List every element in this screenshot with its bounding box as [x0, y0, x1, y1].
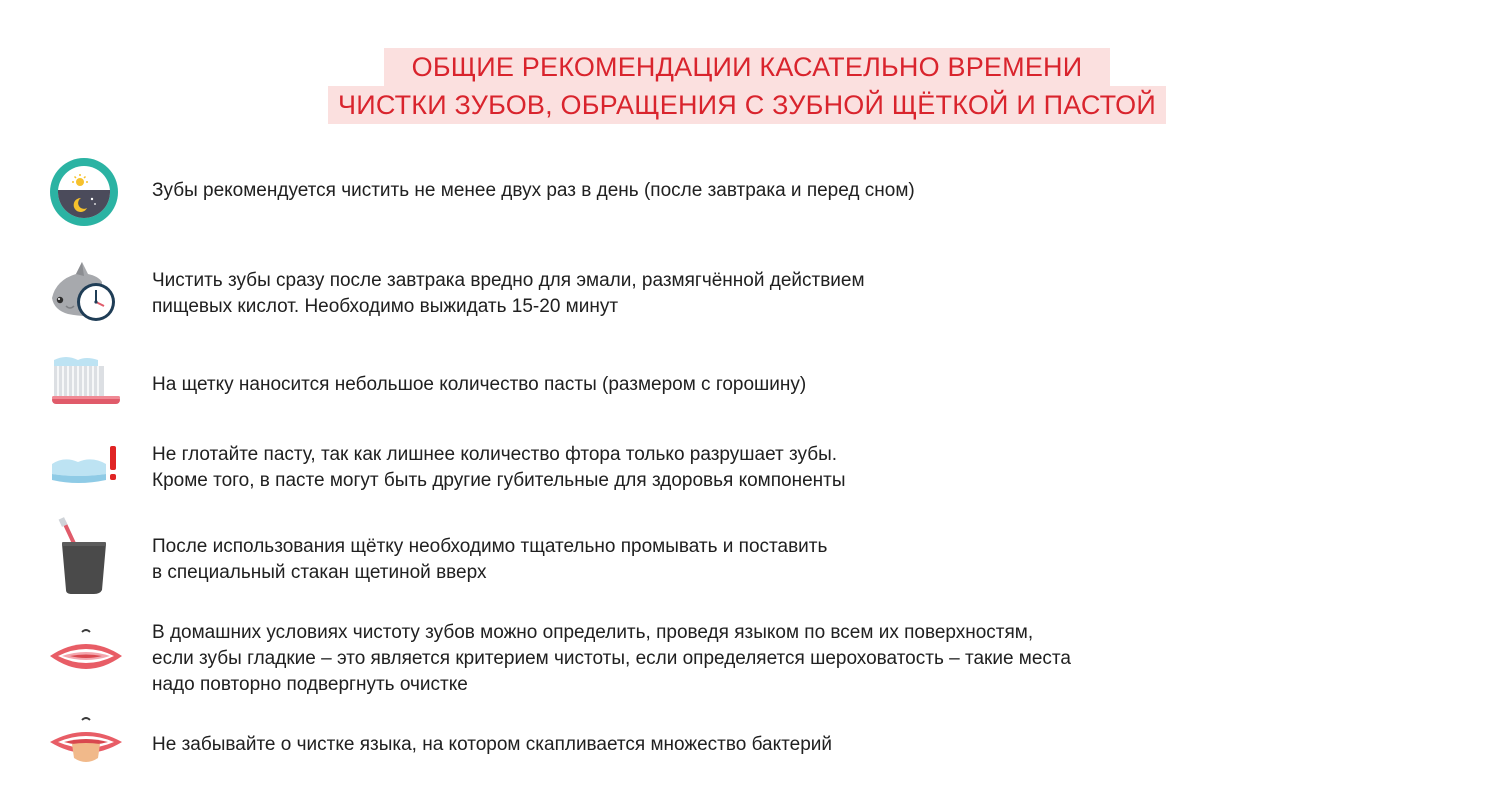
mouth-teeth-icon	[48, 626, 120, 698]
item-text: После использования щётку необходимо тщательно промывать и поставить в специальный стакан щетиной вверх	[152, 536, 828, 583]
item-text: На щетку наносится небольшое количество пасты (размером с горошину)	[152, 374, 807, 395]
toothbrush-paste-icon	[48, 348, 120, 420]
fish-clock-icon	[48, 252, 120, 324]
page-title	[0, 48, 1494, 124]
item-text: Чистить зубы сразу после завтрака вредно для эмали, размягчённой действием пищевых кислот. Необходимо выжидать 15-20 минут	[152, 270, 865, 317]
day-night-clock-icon	[48, 156, 120, 228]
item-text: Не забывайте о чистке языка, на котором скапливается множество бактерий	[152, 734, 832, 755]
title-line-1: ОБЩИЕ РЕКОМЕНДАЦИИ КАСАТЕЛЬНО ВРЕМЕНИ	[384, 48, 1111, 86]
title-line-2: ЧИСТКИ ЗУБОВ, ОБРАЩЕНИЯ С ЗУБНОЙ ЩЁТКОЙ И ПАСТОЙ	[328, 86, 1166, 124]
paste-warning-icon	[48, 434, 120, 506]
mouth-tongue-icon	[48, 712, 120, 784]
item-text: Зубы рекомендуется чистить не менее двух раз в день (после завтрака и перед сном)	[152, 180, 915, 201]
toothbrush-cup-icon	[48, 516, 120, 588]
item-text: Не глотайте пасту, так как лишнее количество фтора только разрушает зубы. Кроме того, в пасте могут быть другие губительные для здоровья компоненты	[152, 444, 846, 491]
item-text: В домашних условиях чистоту зубов можно определить, проведя языком по всем их поверхностям, если зубы гладкие – это является критерием чистоты, если определяется шероховатость – такие места надо повторно подвергнуть очистке	[152, 622, 1071, 695]
